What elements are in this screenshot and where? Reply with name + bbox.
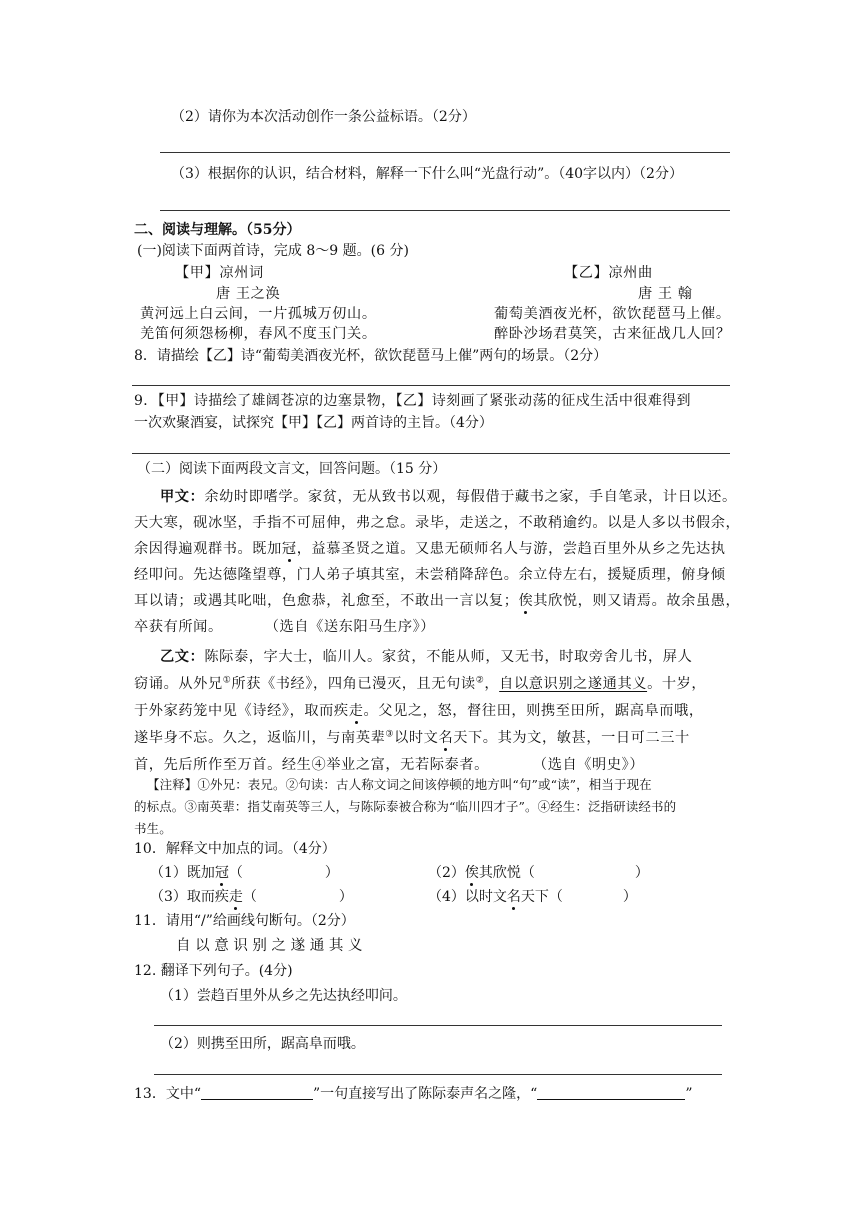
passage-yi-line-4: 遂毕身不忘。久之，返临川，与南英辈③以时文名天下。其为文，敏甚，一日可二三十: [134, 729, 690, 746]
passage-jia-label: 甲文：: [160, 489, 205, 505]
q10-item-2: （2）俟其欣悦（ ）: [428, 865, 649, 881]
answer-line-q3: [160, 210, 730, 211]
passage-jia-source: （选自《送东阳马生序》）: [264, 619, 436, 635]
q12-item-1: （1）尝趋百里外从乡之先达执经叩问。: [160, 988, 407, 1004]
underlined-sentence: 自以意识别之遂通其义: [499, 676, 648, 692]
poem-b-line-1: 葡萄美酒夜光杯，欲饮琵琶马上催。: [494, 306, 731, 322]
q10-item-4: （4）以时文名天下（ ）: [428, 889, 637, 905]
passage-jia-line-6: 卒获有所闻。 （选自《送东阳马生序》）: [134, 619, 436, 635]
poem-a-line-2: 羌笛何须怨杨柳，春风不度玉门关。: [140, 326, 377, 342]
poem-a-title: 【甲】凉州词: [175, 265, 264, 281]
part-2-heading: （二）阅读下面两段文言文，回答问题。（15 分）: [137, 461, 447, 477]
question-9-line-2: 一次欢聚酒宴，试探究【甲】【乙】两首诗的主旨。（4分）: [134, 415, 493, 431]
question-11: 11．请用“/”给画线句断句。（2分）: [134, 913, 355, 929]
passage-yi-line-3: 于外家药笼中见《诗经》，取而疾走。父见之，怒，督往田，则携至田所，踞高阜而哦，: [134, 703, 704, 719]
passage-yi-line-1: 乙文：陈际泰，字大士，临川人。家贫，不能从师，又无书，时取旁舍儿书，屏人: [160, 649, 693, 665]
poem-b-line-2: 醉卧沙场君莫笑，古来征战几人回？: [494, 326, 731, 342]
passage-yi-label: 乙文：: [160, 649, 205, 665]
q11-sentence: 自 以 意 识 别 之 遂 通 其 义: [176, 938, 363, 954]
answer-line-q12-2: [154, 1074, 722, 1075]
q10-item-3: （3）取而疾走（ ）: [150, 889, 353, 905]
passage-jia-line-2: 天大寒，砚冰坚，手指不可屈伸，弗之怠。录毕，走送之，不敢稍逾约。以是人多以书假余，: [134, 515, 741, 531]
poem-a-author: 唐 王之涣: [216, 286, 281, 302]
q12-item-2: （2）则携至田所，踞高阜而哦。: [160, 1036, 365, 1052]
poem-b-title: 【乙】凉州曲: [564, 265, 653, 281]
question-3: （3）根据你的认识，结合材料，解释一下什么叫“光盘行动”。（40字以内）（2分）: [171, 166, 683, 182]
dotted-word-ming: 名: [438, 730, 454, 746]
q13-blank-2[interactable]: [537, 1085, 685, 1100]
passage-yi-line-2: 窃诵。从外兄①所获《书经》，四角已漫灭，且无句读②，自以意识别之遂通其义。十岁，: [134, 675, 707, 692]
passage-yi-line-5: 首，先后所作至万首。经生④举业之富，无若际泰者。 （选自《明史》）: [134, 757, 645, 773]
answer-line-q8: [132, 385, 730, 386]
answer-line-q2: [160, 152, 730, 153]
part-1-heading: (一)阅读下面两首诗，完成 8～9 题。(6 分): [137, 243, 409, 259]
question-8: 8．请描绘【乙】诗“葡萄美酒夜光杯，欲饮琵琶马上催”两句的场景。（2分）: [134, 348, 608, 364]
question-12: 12. 翻译下列句子。(4分): [134, 963, 293, 979]
poem-b-author: 唐 王 翰: [638, 286, 693, 302]
passage-jia-line-4: 经叩问。先达德隆望尊，门人弟子填其室，未尝稍降辞色。余立侍左右，援疑质理，俯身倾: [134, 567, 726, 583]
poem-a-line-1: 黄河远上白云间，一片孤城万仞山。: [140, 306, 377, 322]
notes-line-1: 【注释】①外兄：表兄。②句读：古人称文词之间该停顿的地方叫“句”或“读”，相当于现在: [147, 777, 652, 792]
passage-yi-source: （选自《明史》）: [532, 757, 645, 773]
dotted-word-zou: 走: [348, 703, 364, 719]
q10-item-1: （1）既加冠（ ）: [150, 865, 339, 881]
passage-jia-line-1: 甲文：余幼时即嗜学。家贫，无从致书以观，每假借于藏书之家，手自笔录，计日以还。: [160, 489, 737, 505]
question-2: （2）请你为本次活动创作一条公益标语。（2分）: [171, 109, 476, 125]
q13-blank-1[interactable]: [201, 1085, 313, 1100]
passage-jia-line-3: 余因得遍观群书。既加冠，益慕圣贤之道。又患无硕师名人与游，尝趋百里外从乡之先达执: [134, 541, 726, 557]
answer-line-q12-1: [154, 1025, 722, 1026]
dotted-word-guan: 冠: [281, 541, 297, 557]
notes-line-2: 的标点。③南英辈：指艾南英等三人，与陈际泰被合称为“临川四才子”。④经生：泛指研读经书的: [134, 799, 677, 814]
passage-jia-line-5: 耳以请；或遇其叱咄，色愈恭，礼愈至，不敢出一言以复；俟其欣悦，则又请焉。故余虽愚，: [134, 593, 741, 609]
question-9-line-1: 9．【甲】诗描绘了雄阔苍凉的边塞景物，【乙】诗刻画了紧张动荡的征戍生活中很难得到: [134, 393, 691, 409]
notes-line-3: 书生。: [134, 821, 172, 836]
question-10: 10．解释文中加点的词。（4分）: [134, 841, 336, 857]
section-heading: 二、阅读与理解。（55分）: [134, 222, 301, 238]
answer-line-q9: [132, 453, 730, 454]
question-13: 13．文中“ ”一句直接写出了陈际泰声名之隆，“ ”: [134, 1086, 693, 1102]
dotted-word-si: 俟: [518, 593, 534, 609]
